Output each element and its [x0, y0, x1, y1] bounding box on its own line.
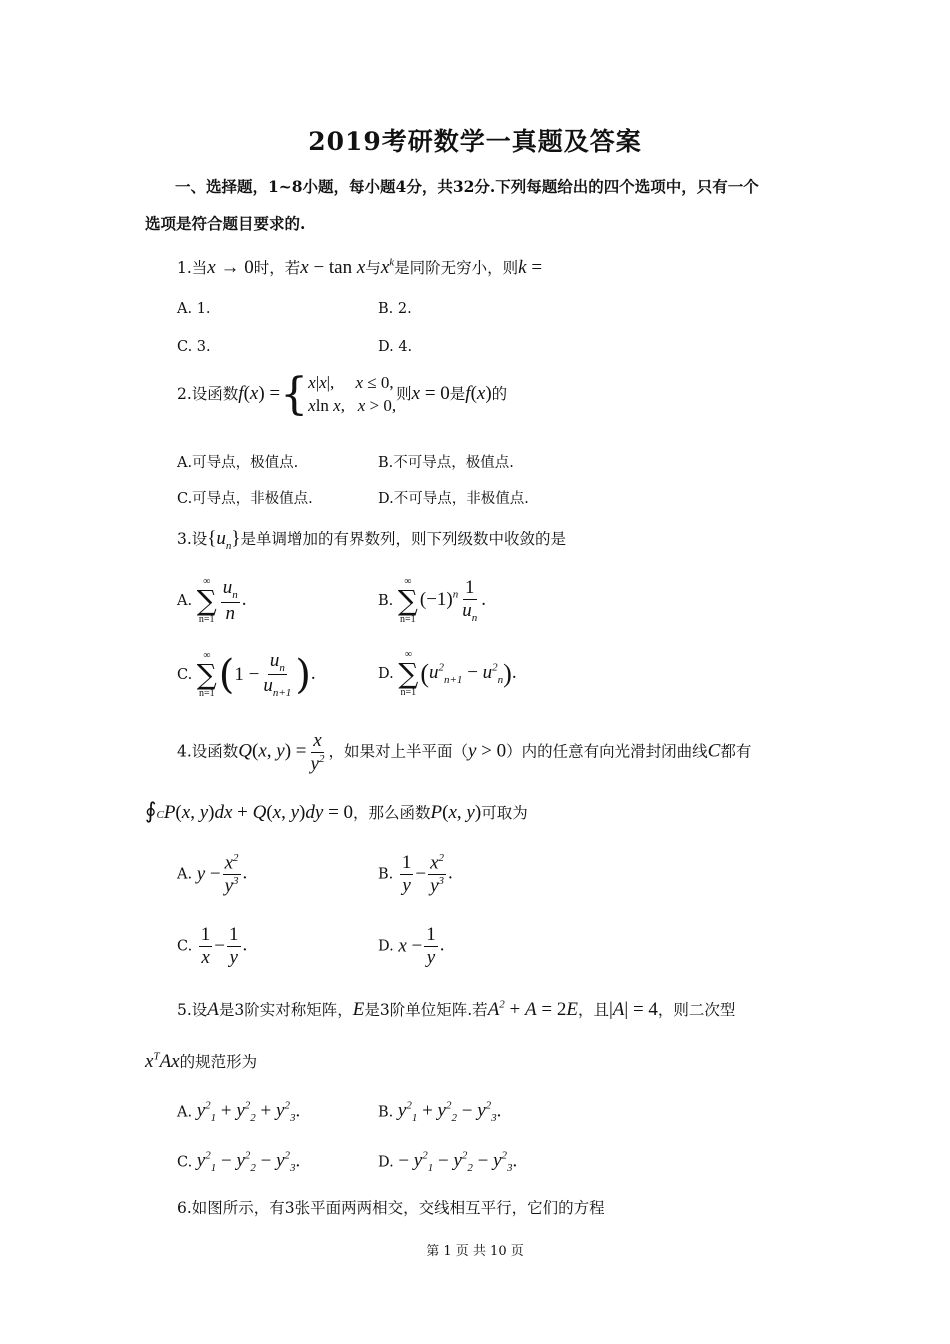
q1-option-a: A. 1.: [177, 301, 211, 317]
q3-option-a: A. ∞ ∑ n=1 $\frac{u_n}{n}$ .: [177, 576, 247, 625]
q3-option-b: B. ∞ ∑ n=1 $(-1)^n$ $\frac{1}{u_n}$ .: [378, 576, 486, 625]
q4-option-a: A. y − $\frac{x^2}{y^3}$ .: [177, 852, 248, 897]
section-heading-line1: 一、选择题，1~8小题，每小题4分，共32分.下列每题给出的四个选项中，只有一个: [175, 177, 759, 196]
q4-option-d: D. x − $\frac{1}{y}$ .: [378, 924, 445, 968]
q4-option-c: C. $\frac{1}{x}$ − $\frac{1}{y}$ .: [177, 924, 248, 968]
q5-option-d: D. − $y^2_1 - y^2_2 - y^2_3$.: [378, 1150, 518, 1175]
page-title: 2019考研数学一真题及答案: [308, 127, 642, 156]
q5-option-b: B. $y^2_1 + y^2_2 - y^2_3$.: [378, 1100, 502, 1125]
question-2: 2.设函数f(x) ={ x|x|, x ≤ 0, xln x, x > 0, 则x = 0是f(x)的: [177, 368, 508, 420]
question-3: 3.设$\{u_n\}$是单调增加的有界数列，则下列级数中收敛的是: [177, 528, 567, 552]
q3-option-d: D. ∞ ∑ n=1 $(u^2_{n+1} - u^2_n)$.: [378, 649, 517, 698]
q1-option-c: C. 3.: [177, 339, 211, 355]
question-5-line2: $x^TAx$的规范形为: [145, 1050, 258, 1072]
q3-option-c: C. ∞ ∑ n=1 (1 − $\frac{u_n}{u_{n+1}}$ ).: [177, 649, 316, 700]
q2-option-c: C.可导点，非极值点.: [177, 491, 313, 507]
q2-option-b: B.不可导点，极值点.: [378, 455, 514, 471]
question-4-line2: ∮CP(x, y)dx + Q(x, y)dy = 0，那么函数P(x, y)可取为: [145, 798, 528, 823]
q1-option-d: D. 4.: [378, 339, 413, 355]
question-5: 5.设A是3阶实对称矩阵，E是3阶单位矩阵.若$A^2 + A = 2E$，且|A| = 4，则二次型: [177, 998, 736, 1020]
section-heading-line2: 选项是符合题目要求的.: [145, 214, 306, 233]
question-6: 6.如图所示，有3张平面两两相交，交线相互平行，它们的方程: [177, 1199, 605, 1217]
q2-option-d: D.不可导点，非极值点.: [378, 491, 529, 507]
q2-option-a: A.可导点，极值点.: [177, 455, 299, 471]
page-footer: 第 1 页 共 10 页: [426, 1244, 524, 1259]
question-4: 4.设函数Q(x, y) = $\frac{x}{y^2}$ ，如果对上半平面（y > 0）内的任意有向光滑封闭曲线C都有: [177, 730, 752, 775]
question-1: 1.当x → 0时，若x − tan x与$x^k$是同阶无穷小，则k =: [177, 256, 543, 278]
q5-option-a: A. $y^2_1 + y^2_2 + y^2_3$.: [177, 1100, 301, 1125]
q5-option-c: C. $y^2_1 - y^2_2 - y^2_3$.: [177, 1150, 301, 1175]
q1-option-b: B. 2.: [378, 301, 412, 317]
q4-option-b: B. $\frac{1}{y}$ − $\frac{x^2}{y^3}$ .: [378, 852, 453, 897]
